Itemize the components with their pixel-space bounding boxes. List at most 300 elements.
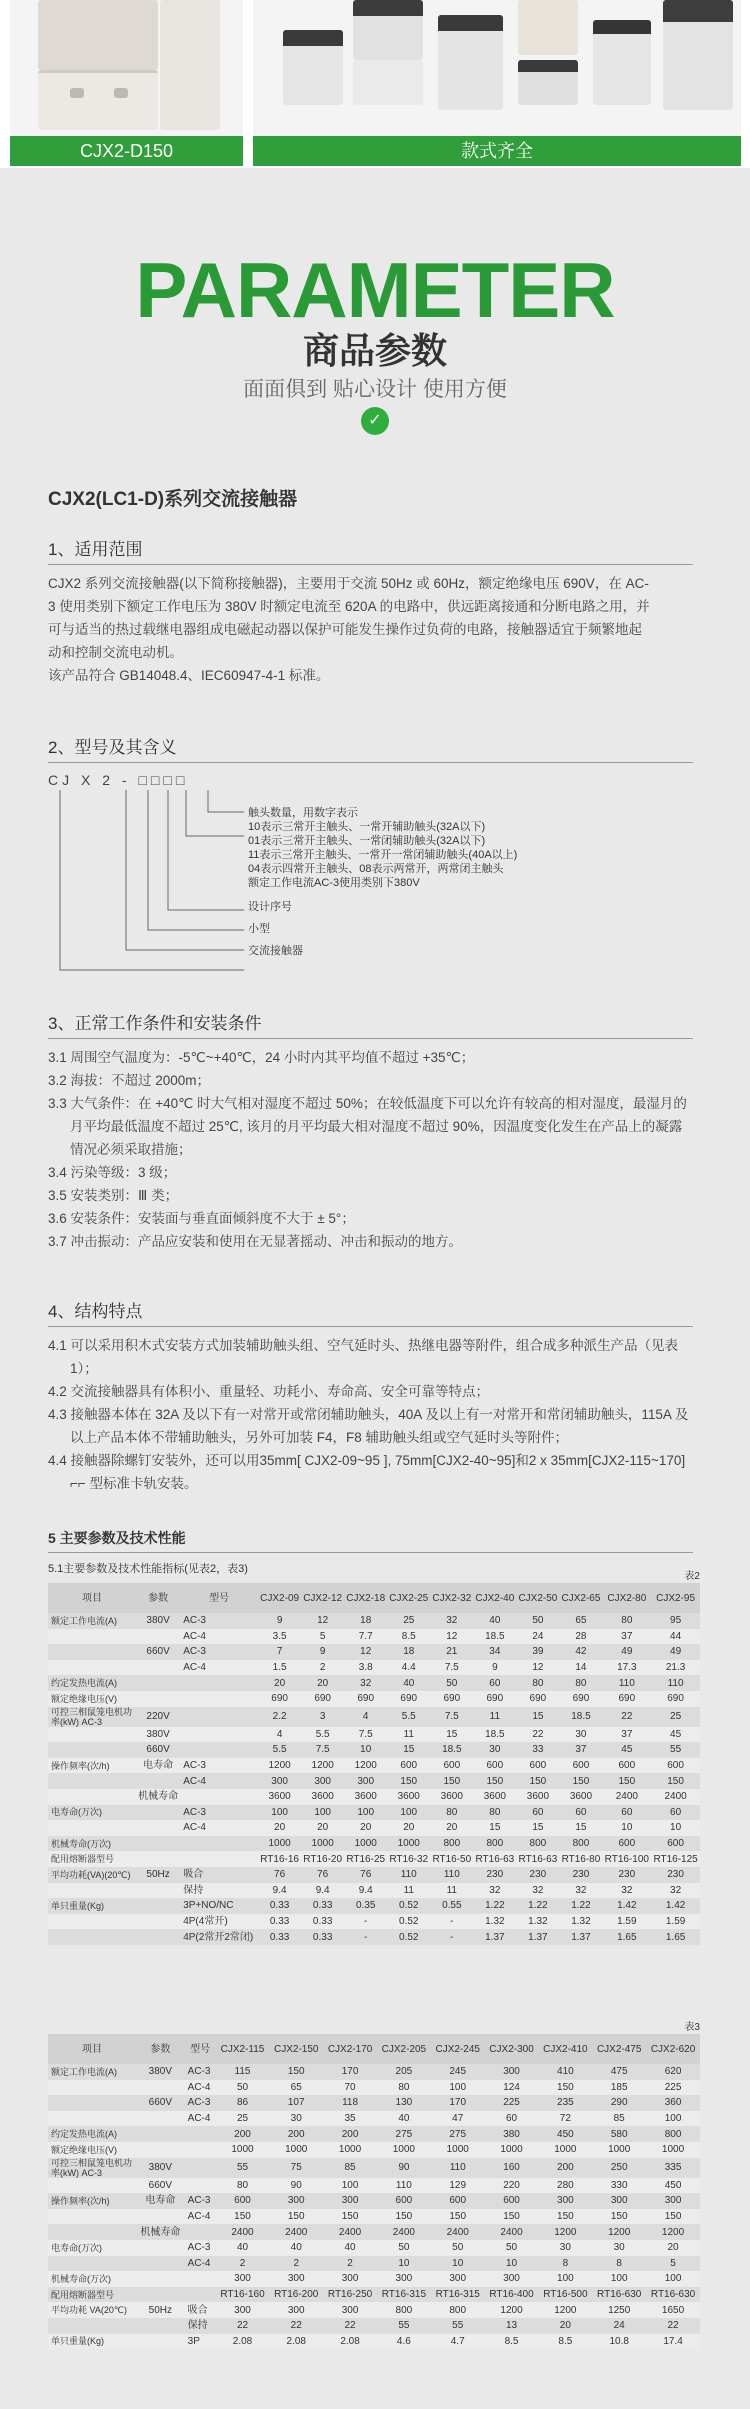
table-row <box>48 1789 700 1805</box>
table-cell: 1650 <box>646 2302 700 2318</box>
table-cell: 0.33 <box>258 1898 301 1914</box>
table-cell: 150 <box>485 2209 539 2225</box>
table-cell: 2 <box>301 1660 344 1676</box>
table-cell: 300 <box>258 1773 301 1789</box>
table-cell: 50 <box>516 1613 559 1629</box>
table-cell: 单只重量(Kg) <box>48 1898 136 1914</box>
table-cell: 18.5 <box>430 1742 473 1758</box>
table-header-cell: CJX2-65 <box>559 1583 602 1613</box>
table-cell: 65 <box>559 1613 602 1629</box>
s1-line: 动和控制交流电动机。 <box>48 645 183 660</box>
table-cell: - <box>344 1929 387 1945</box>
table-cell: 20 <box>344 1820 387 1836</box>
table-header-cell: CJX2-25 <box>387 1583 430 1613</box>
model-label: 04表示四常开主触头、08表示两常开，两常闭主触头 <box>248 863 504 875</box>
s3-item: 3.4 污染等级：3 级； <box>48 1165 177 1180</box>
table-cell: 7.5 <box>430 1660 473 1676</box>
table-cell: 150 <box>538 2080 592 2096</box>
table-cell: 9 <box>301 1644 344 1660</box>
table-cell: 吸合 <box>185 2302 216 2318</box>
table-cell: 9.4 <box>344 1883 387 1899</box>
table-cell: 800 <box>431 2302 485 2318</box>
table-row <box>48 1644 700 1660</box>
table-cell: 690 <box>651 1691 700 1707</box>
table-cell <box>180 1836 258 1852</box>
table-cell: 300 <box>377 2271 431 2287</box>
table-cell: 9 <box>473 1660 516 1676</box>
table-cell: 5 <box>646 2256 700 2272</box>
table-cell: RT16-32 <box>387 1851 430 1867</box>
table-cell: 约定发热电流(A) <box>48 1675 136 1691</box>
table-cell: 150 <box>431 2209 485 2225</box>
header-english: PARAMETER <box>135 246 615 334</box>
table-cell: 0.55 <box>430 1898 473 1914</box>
table-cell: 47 <box>431 2111 485 2127</box>
table-cell: 20 <box>301 1675 344 1691</box>
table-cell: 245 <box>431 2064 485 2080</box>
table-cell: 电寿命 <box>136 2193 185 2209</box>
table-cell: 600 <box>473 1758 516 1774</box>
table-cell: 3600 <box>344 1789 387 1805</box>
table-header-cell: CJX2-09 <box>258 1583 301 1613</box>
table-row <box>48 2158 700 2178</box>
table-cell: 2 <box>269 2256 323 2272</box>
table-cell: 1.59 <box>602 1914 651 1930</box>
table-cell: 60 <box>651 1805 700 1821</box>
table-cell: 20 <box>538 2318 592 2334</box>
table-cell: AC-4 <box>180 1660 258 1676</box>
table-cell: RT16-250 <box>323 2287 377 2303</box>
table-cell <box>48 1789 136 1805</box>
table-cell <box>180 1742 258 1758</box>
table-cell: 11 <box>473 1707 516 1727</box>
table-cell: 2400 <box>216 2224 270 2240</box>
model-label: 交流接触器 <box>248 945 303 957</box>
table-cell: 28 <box>559 1629 602 1645</box>
table-row <box>48 1820 700 1836</box>
table-row <box>48 1727 700 1743</box>
table-cell: 4 <box>258 1727 301 1743</box>
table-cell: 235 <box>538 2095 592 2111</box>
table-cell: 150 <box>592 2209 646 2225</box>
table-cell: 100 <box>301 1805 344 1821</box>
table-cell: 2 <box>216 2256 270 2272</box>
table-cell: 50Hz <box>136 2302 185 2318</box>
table-row <box>48 1742 700 1758</box>
table-cell: 110 <box>377 2178 431 2194</box>
table-cell: 129 <box>431 2178 485 2194</box>
table-cell: RT16-50 <box>430 1851 473 1867</box>
table-cell <box>48 2256 136 2272</box>
table-cell: 450 <box>538 2126 592 2142</box>
table-header-cell: CJX2-115 <box>216 2034 270 2064</box>
table-row <box>48 1914 700 1930</box>
table-cell: 49 <box>602 1644 651 1660</box>
table-cell: 1000 <box>646 2142 700 2158</box>
table-cell: 机械寿命(万次) <box>48 2271 136 2287</box>
table-cell: 1200 <box>301 1758 344 1774</box>
table-cell <box>180 1851 258 1867</box>
table-cell: 50 <box>216 2080 270 2096</box>
table-cell: 330 <box>592 2178 646 2194</box>
table-cell: 150 <box>646 2209 700 2225</box>
table-cell: 800 <box>646 2126 700 2142</box>
s4-item: 4.1 可以采用积木式安装方式加装辅助触头组、空气延时头、热继电器等附件，组合成多种派生产品（见表 1）； <box>48 1338 679 1376</box>
table-cell: 300 <box>646 2193 700 2209</box>
table-cell: 110 <box>651 1675 700 1691</box>
table-cell: 200 <box>216 2126 270 2142</box>
parameter-header <box>0 195 750 435</box>
table-cell: 690 <box>258 1691 301 1707</box>
table-cell: 4P(2常开2常闭) <box>180 1929 258 1945</box>
table-cell <box>185 2158 216 2178</box>
table-cell: 1200 <box>258 1758 301 1774</box>
table-cell: 1000 <box>269 2142 323 2158</box>
table-cell: 690 <box>602 1691 651 1707</box>
table-cell <box>136 1629 180 1645</box>
table-cell: AC-4 <box>180 1629 258 1645</box>
table-cell: 150 <box>651 1773 700 1789</box>
table-cell: 1000 <box>301 1836 344 1852</box>
table-cell: 110 <box>602 1675 651 1691</box>
table-cell: 1000 <box>431 2142 485 2158</box>
table-cell: 1.37 <box>473 1929 516 1945</box>
table-cell: 32 <box>430 1613 473 1629</box>
table-cell: 380 <box>485 2126 539 2142</box>
table-cell: 80 <box>516 1675 559 1691</box>
table-cell: 107 <box>269 2095 323 2111</box>
table-cell: 380V <box>136 1727 180 1743</box>
table-cell: 110 <box>430 1867 473 1883</box>
table-cell: 1.32 <box>559 1914 602 1930</box>
table-cell: 1200 <box>592 2224 646 2240</box>
table-cell: 15 <box>387 1742 430 1758</box>
table-header-cell: CJX2-40 <box>473 1583 516 1613</box>
table-cell: RT16-630 <box>592 2287 646 2303</box>
table-header-cell: CJX2-205 <box>377 2034 431 2064</box>
table-cell <box>136 1929 180 1945</box>
table-cell: 50Hz <box>136 1867 180 1883</box>
table-cell: 250 <box>592 2158 646 2178</box>
table-cell: RT16-200 <box>269 2287 323 2303</box>
table-cell: 300 <box>216 2302 270 2318</box>
table-cell: 300 <box>269 2302 323 2318</box>
table-cell <box>180 1675 258 1691</box>
table-cell: 230 <box>651 1867 700 1883</box>
table-cell: 5.5 <box>258 1742 301 1758</box>
table-cell: 230 <box>602 1867 651 1883</box>
table-cell: 保持 <box>185 2318 216 2334</box>
table-cell: 电寿命(万次) <box>48 2240 136 2256</box>
table-cell: 300 <box>431 2271 485 2287</box>
table-cell: 8.5 <box>387 1629 430 1645</box>
table-cell: 110 <box>387 1867 430 1883</box>
table-row <box>48 1629 700 1645</box>
table-row <box>48 1691 700 1707</box>
table-cell: 37 <box>602 1629 651 1645</box>
table-cell: AC-3 <box>185 2095 216 2111</box>
table-row <box>48 2178 700 2194</box>
table-cell: 150 <box>216 2209 270 2225</box>
table-cell: 0.33 <box>301 1898 344 1914</box>
table-cell: 2400 <box>269 2224 323 2240</box>
table-cell: 25 <box>216 2111 270 2127</box>
table-cell: 10 <box>377 2256 431 2272</box>
table-cell: 76 <box>258 1867 301 1883</box>
table-cell: 660V <box>136 1742 180 1758</box>
table-cell: 1.42 <box>602 1898 651 1914</box>
section-1-heading: 1、适用范围 <box>48 535 693 565</box>
table-cell: 8.5 <box>485 2334 539 2350</box>
table-cell: 65 <box>269 2080 323 2096</box>
table-header-cell: CJX2-475 <box>592 2034 646 2064</box>
table-cell: 机械寿命 <box>136 1789 180 1805</box>
table-cell: AC-4 <box>185 2209 216 2225</box>
table-cell: 25 <box>651 1707 700 1727</box>
table-cell: 60 <box>559 1805 602 1821</box>
table-cell <box>136 2271 185 2287</box>
table-cell: AC-4 <box>180 1773 258 1789</box>
table-cell: 1200 <box>485 2302 539 2318</box>
table-cell: AC-3 <box>185 2193 216 2209</box>
table-cell <box>48 1929 136 1945</box>
table-cell: 580 <box>592 2126 646 2142</box>
table-cell: 0.52 <box>387 1929 430 1945</box>
table-cell: 22 <box>516 1727 559 1743</box>
table-cell: AC-3 <box>180 1805 258 1821</box>
s3-item: 3.6 安装条件：安装面与垂直面倾斜度不大于 ± 5°； <box>48 1211 355 1226</box>
table-cell: 600 <box>485 2193 539 2209</box>
table-cell: 86 <box>216 2095 270 2111</box>
model-label: 小型 <box>248 923 270 935</box>
table-cell <box>180 1727 258 1743</box>
table-cell <box>48 1742 136 1758</box>
table-cell: 22 <box>602 1707 651 1727</box>
model-code: CJ X 2 - □□□□ <box>48 772 189 788</box>
table-header-cell: CJX2-12 <box>301 1583 344 1613</box>
table-cell: 4.4 <box>387 1660 430 1676</box>
model-label: 11表示三常开主触头、一常开一常闭辅助触头(40A以上) <box>248 849 518 861</box>
table-cell: 300 <box>344 1773 387 1789</box>
table-cell: 5.5 <box>301 1727 344 1743</box>
table-cell: 100 <box>538 2271 592 2287</box>
table-cell <box>185 2126 216 2142</box>
table-header-cell: 型号 <box>185 2034 216 2064</box>
table-header-cell: 项目 <box>48 2034 136 2064</box>
table-cell: 15 <box>516 1820 559 1836</box>
table-row <box>48 1898 700 1914</box>
table-cell: 15 <box>430 1727 473 1743</box>
table-row <box>48 2334 700 2350</box>
table-cell: 85 <box>592 2111 646 2127</box>
table-cell: 200 <box>538 2158 592 2178</box>
table-cell: AC-3 <box>180 1613 258 1629</box>
table-cell: 185 <box>592 2080 646 2096</box>
table-cell: 17.3 <box>602 1660 651 1676</box>
table-cell: 150 <box>430 1773 473 1789</box>
table-cell: 150 <box>377 2209 431 2225</box>
table-cell: 3P+NO/NC <box>180 1898 258 1914</box>
table-cell: 110 <box>431 2158 485 2178</box>
table-cell <box>48 1660 136 1676</box>
table-3-section <box>48 2018 700 2349</box>
table-row <box>48 1867 700 1883</box>
table-cell: 10 <box>651 1820 700 1836</box>
table-cell <box>136 1820 180 1836</box>
table-cell: 300 <box>485 2064 539 2080</box>
table-row <box>48 1851 700 1867</box>
table-cell: 单只重量(Kg) <box>48 2334 136 2350</box>
table-cell: 300 <box>323 2302 377 2318</box>
table-cell: 吸合 <box>180 1867 258 1883</box>
table-cell: 30 <box>538 2240 592 2256</box>
table-cell <box>180 1691 258 1707</box>
s3-item: 3.3 大气条件：在 +40℃ 时大气相对湿度不超过 50%；在较低温度下可以允许有较高的相对湿度，最湿月的月平均最低温度不超过 25℃, 该月的月平均最大相对湿度不超过 90%，因温度变化发生在产品上的凝露情况必须采取措施； <box>48 1096 687 1157</box>
table-cell: 55 <box>216 2158 270 2178</box>
table-cell: 30 <box>473 1742 516 1758</box>
table-cell: 21.3 <box>651 1660 700 1676</box>
table-cell: 配用熔断器型号 <box>48 1851 136 1867</box>
table-cell: 600 <box>430 1758 473 1774</box>
table-cell: 2.08 <box>216 2334 270 2350</box>
table-cell <box>185 2178 216 2194</box>
table-cell: 3600 <box>301 1789 344 1805</box>
table-cell: 800 <box>516 1836 559 1852</box>
table-2 <box>48 1583 700 1945</box>
table-2-section <box>48 1567 700 1945</box>
table-cell: 55 <box>651 1742 700 1758</box>
table-cell: 1.59 <box>651 1914 700 1930</box>
table-cell: 475 <box>592 2064 646 2080</box>
table-cell: 2400 <box>485 2224 539 2240</box>
s3-item: 3.5 安装类别：Ⅲ 类； <box>48 1188 179 1203</box>
table-cell: 150 <box>559 1773 602 1789</box>
table-row <box>48 1836 700 1852</box>
table-cell: 1000 <box>538 2142 592 2158</box>
table-cell: RT16-630 <box>646 2287 700 2303</box>
product-banner <box>0 0 750 168</box>
model-label: 额定工作电流AC-3使用类别下380V <box>248 877 420 889</box>
table-row <box>48 2256 700 2272</box>
table-cell <box>136 2287 185 2303</box>
table-cell: 200 <box>323 2126 377 2142</box>
table-cell <box>48 2178 136 2194</box>
table-cell: 3600 <box>559 1789 602 1805</box>
table-cell: 4 <box>344 1707 387 1727</box>
table-cell: 300 <box>323 2193 377 2209</box>
table-cell: RT16-100 <box>602 1851 651 1867</box>
table-cell: 80 <box>559 1675 602 1691</box>
table-cell: 290 <box>592 2095 646 2111</box>
table-cell: 1.22 <box>516 1898 559 1914</box>
table-row <box>48 2095 700 2111</box>
table-cell: 15 <box>559 1820 602 1836</box>
table-cell: 21 <box>430 1644 473 1660</box>
table-cell: 25 <box>387 1613 430 1629</box>
table-cell: 1000 <box>387 1836 430 1852</box>
table-cell: 32 <box>602 1883 651 1899</box>
table-cell: 2.08 <box>323 2334 377 2350</box>
table-cell: 20 <box>387 1820 430 1836</box>
table-cell: 0.52 <box>387 1914 430 1930</box>
table-cell: 300 <box>323 2271 377 2287</box>
table-row <box>48 2126 700 2142</box>
table-cell <box>136 2126 185 2142</box>
table-cell: 690 <box>387 1691 430 1707</box>
table-cell: 690 <box>473 1691 516 1707</box>
table-cell: RT16-16 <box>258 1851 301 1867</box>
table-cell: 150 <box>387 1773 430 1789</box>
table-cell: 0.33 <box>258 1929 301 1945</box>
table-cell: 76 <box>301 1867 344 1883</box>
table-header-cell: 参数 <box>136 1583 180 1613</box>
doc-title: CJX2(LC1-D)系列交流接触器 <box>48 489 298 510</box>
table-row <box>48 2080 700 2096</box>
table-cell: 225 <box>646 2080 700 2096</box>
model-lines <box>48 790 248 980</box>
table-cell <box>136 2240 185 2256</box>
table-header-cell: CJX2-80 <box>602 1583 651 1613</box>
table-cell: RT16-500 <box>538 2287 592 2303</box>
table-cell: 12 <box>430 1629 473 1645</box>
table-cell: 0.35 <box>344 1898 387 1914</box>
table-cell: 4P(4常开) <box>180 1914 258 1930</box>
table-cell: 30 <box>269 2111 323 2127</box>
table-row <box>48 2224 700 2240</box>
table-cell: 22 <box>269 2318 323 2334</box>
table-cell: 380V <box>136 1613 180 1629</box>
table-cell <box>136 2256 185 2272</box>
table-cell: - <box>344 1914 387 1930</box>
table-cell: 约定发热电流(A) <box>48 2126 136 2142</box>
table-cell: 1000 <box>323 2142 377 2158</box>
table-cell: 40 <box>323 2240 377 2256</box>
table-cell: 平均功耗 VA(20℃) <box>48 2302 136 2318</box>
table-cell: 32 <box>473 1883 516 1899</box>
table-cell: 45 <box>651 1727 700 1743</box>
table-cell: 300 <box>269 2271 323 2287</box>
table-cell: 600 <box>387 1758 430 1774</box>
s4-item: 4.4 接触器除螺钉安装外，还可以用35mm[ CJX2-09~95 ], 75mm[CJX2-40~95]和2 x 35mm[CJX2-115~170] ⌐⌐ 型标准卡轨安装。 <box>48 1453 686 1491</box>
table-cell: 300 <box>216 2271 270 2287</box>
table-row <box>48 2271 700 2287</box>
table-cell: 200 <box>269 2126 323 2142</box>
table-cell: 保持 <box>180 1883 258 1899</box>
table-cell: 300 <box>301 1773 344 1789</box>
section-4-body <box>48 1334 693 1495</box>
table-cell: 2 <box>323 2256 377 2272</box>
product-photo-variety <box>253 0 741 136</box>
table-cell: 50 <box>485 2240 539 2256</box>
table-cell: 80 <box>473 1805 516 1821</box>
table-cell: 170 <box>323 2064 377 2080</box>
table-cell: RT16-63 <box>516 1851 559 1867</box>
s1-line: 3 使用类别下额定工作电压为 380V 时额定电流至 620A 的电路中，供远距离接通和分断电路之用，并 <box>48 599 650 614</box>
table-row <box>48 2209 700 2225</box>
table-cell: RT16-20 <box>301 1851 344 1867</box>
table-cell: 18.5 <box>473 1629 516 1645</box>
section-5-heading: 5 主要参数及技术性能 <box>48 1528 693 1553</box>
table-cell: 7.5 <box>430 1707 473 1727</box>
table-cell <box>136 1883 180 1899</box>
table-cell: 80 <box>430 1805 473 1821</box>
table-cell <box>48 1773 136 1789</box>
table-cell: 10.8 <box>592 2334 646 2350</box>
table-cell: 42 <box>559 1644 602 1660</box>
table-cell: 10 <box>485 2256 539 2272</box>
table-cell: 690 <box>430 1691 473 1707</box>
table-cell: 300 <box>538 2193 592 2209</box>
